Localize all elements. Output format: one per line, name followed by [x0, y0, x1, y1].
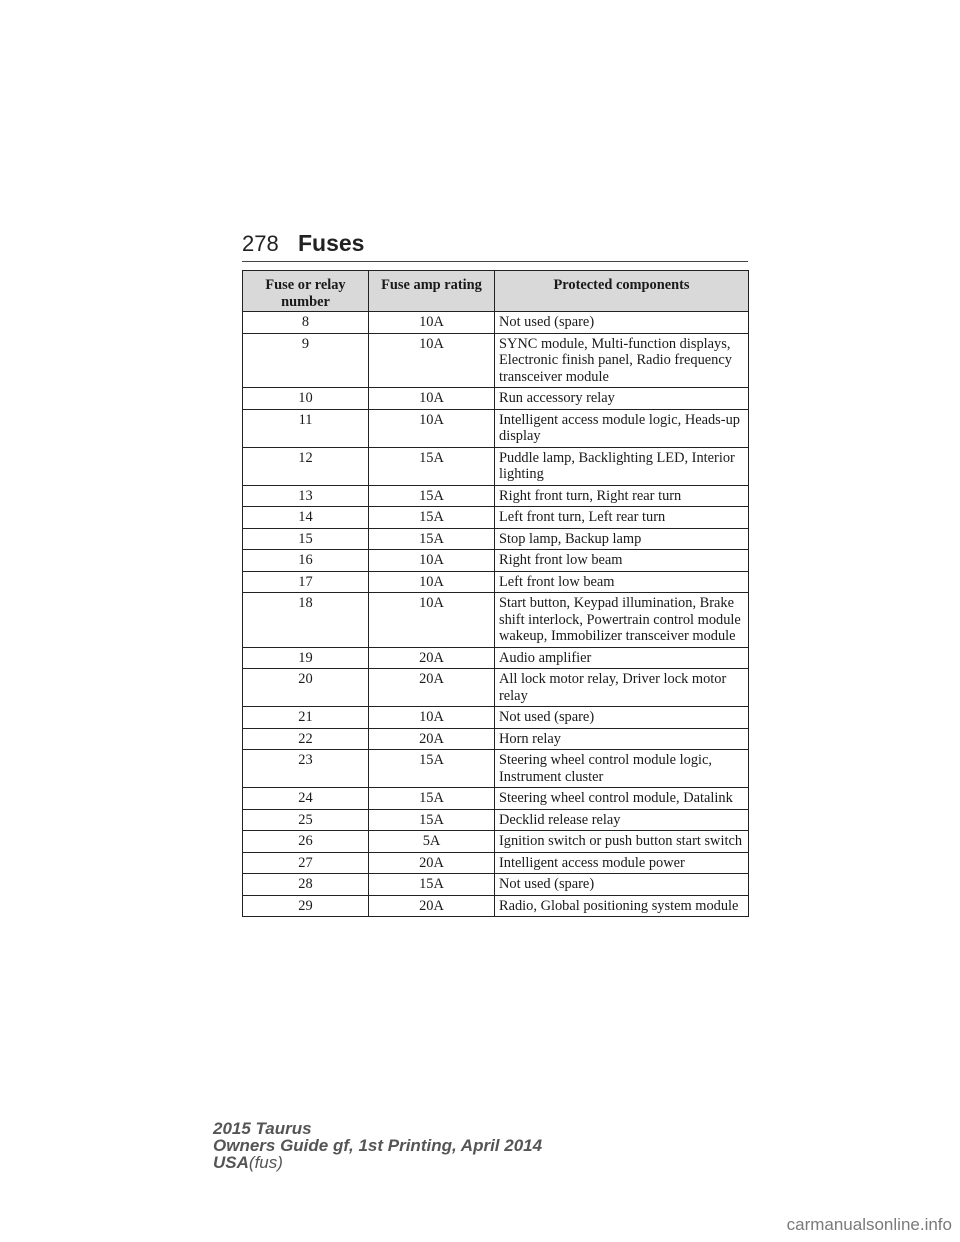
amp-rating-cell: 20A	[369, 728, 495, 750]
page-number: 278	[242, 231, 279, 256]
protected-components-cell: Left front low beam	[495, 571, 749, 593]
fuse-number-cell: 12	[243, 447, 369, 485]
table-row	[243, 571, 749, 593]
amp-rating-cell: 10A	[369, 593, 495, 648]
protected-components-cell: Audio amplifier	[495, 647, 749, 669]
protected-components-cell: Not used (spare)	[495, 707, 749, 729]
footer-region-main: USA	[213, 1153, 249, 1172]
amp-rating-cell: 10A	[369, 388, 495, 410]
fuse-number-cell: 13	[243, 485, 369, 507]
table-header-row	[243, 271, 749, 312]
table-row	[243, 647, 749, 669]
protected-components-cell: Start button, Keypad illumination, Brake shift interlock, Powertrain control module wakeup, Immobilizer transceiver module	[495, 593, 749, 648]
amp-rating-cell: 15A	[369, 788, 495, 810]
footer-model: 2015 Taurus	[213, 1119, 312, 1138]
protected-components-cell: Steering wheel control module logic, Instrument cluster	[495, 750, 749, 788]
amp-rating-cell: 10A	[369, 571, 495, 593]
fuse-number-cell: 11	[243, 409, 369, 447]
table-row	[243, 707, 749, 729]
fuse-number-cell: 9	[243, 333, 369, 388]
table-row	[243, 852, 749, 874]
table-row	[243, 550, 749, 572]
amp-rating-cell: 15A	[369, 528, 495, 550]
table-row	[243, 809, 749, 831]
protected-components-cell: Not used (spare)	[495, 312, 749, 334]
table-row	[243, 333, 749, 388]
table-row	[243, 728, 749, 750]
amp-rating-cell: 10A	[369, 312, 495, 334]
fuse-number-cell: 26	[243, 831, 369, 853]
fuse-number-cell: 27	[243, 852, 369, 874]
protected-components-cell: Ignition switch or push button start switch	[495, 831, 749, 853]
amp-rating-cell: 10A	[369, 707, 495, 729]
protected-components-cell: Stop lamp, Backup lamp	[495, 528, 749, 550]
protected-components-cell: Puddle lamp, Backlighting LED, Interior lighting	[495, 447, 749, 485]
fuse-table	[242, 270, 749, 917]
protected-components-cell: Horn relay	[495, 728, 749, 750]
footer-edition: Owners Guide gf, 1st Printing, April 2014	[213, 1136, 543, 1155]
fuse-number-cell: 22	[243, 728, 369, 750]
table-row	[243, 388, 749, 410]
amp-rating-cell: 15A	[369, 485, 495, 507]
table-row	[243, 788, 749, 810]
amp-rating-cell: 10A	[369, 409, 495, 447]
amp-rating-cell: 10A	[369, 550, 495, 572]
table-row	[243, 593, 749, 648]
fuse-number-cell: 21	[243, 707, 369, 729]
fuse-number-cell: 15	[243, 528, 369, 550]
amp-rating-cell: 10A	[369, 333, 495, 388]
fuse-number-cell: 10	[243, 388, 369, 410]
table-row	[243, 485, 749, 507]
column-header-amp-rating: Fuse amp rating	[369, 271, 495, 312]
table-row	[243, 874, 749, 896]
fuse-number-cell: 28	[243, 874, 369, 896]
fuse-number-cell: 20	[243, 669, 369, 707]
protected-components-cell: Right front turn, Right rear turn	[495, 485, 749, 507]
fuse-number-cell: 17	[243, 571, 369, 593]
table-row	[243, 447, 749, 485]
fuse-number-cell: 23	[243, 750, 369, 788]
header-rule	[242, 261, 748, 262]
table-row	[243, 831, 749, 853]
protected-components-cell: Intelligent access module logic, Heads-up display	[495, 409, 749, 447]
table-row	[243, 528, 749, 550]
amp-rating-cell: 15A	[369, 874, 495, 896]
fuse-number-cell: 8	[243, 312, 369, 334]
column-header-protected-components: Protected components	[495, 271, 749, 312]
protected-components-cell: All lock motor relay, Driver lock motor relay	[495, 669, 749, 707]
protected-components-cell: Left front turn, Left rear turn	[495, 507, 749, 529]
fuse-number-cell: 19	[243, 647, 369, 669]
fuse-number-cell: 16	[243, 550, 369, 572]
fuse-table-body	[243, 312, 749, 917]
table-row	[243, 507, 749, 529]
table-row	[243, 669, 749, 707]
document-footer	[213, 1120, 542, 1171]
protected-components-cell: Radio, Global positioning system module	[495, 895, 749, 917]
protected-components-cell: Right front low beam	[495, 550, 749, 572]
footer-region-sub: (fus)	[248, 1153, 283, 1172]
protected-components-cell: SYNC module, Multi-function displays, Electronic finish panel, Radio frequency transceiver module	[495, 333, 749, 388]
amp-rating-cell: 15A	[369, 507, 495, 529]
table-row	[243, 312, 749, 334]
footer-region	[213, 1154, 542, 1171]
amp-rating-cell: 15A	[369, 809, 495, 831]
amp-rating-cell: 20A	[369, 895, 495, 917]
table-row	[243, 409, 749, 447]
amp-rating-cell: 5A	[369, 831, 495, 853]
fuse-number-cell: 29	[243, 895, 369, 917]
protected-components-cell: Intelligent access module power	[495, 852, 749, 874]
amp-rating-cell: 15A	[369, 750, 495, 788]
table-row	[243, 895, 749, 917]
fuse-number-cell: 18	[243, 593, 369, 648]
protected-components-cell: Not used (spare)	[495, 874, 749, 896]
protected-components-cell: Steering wheel control module, Datalink	[495, 788, 749, 810]
protected-components-cell: Run accessory relay	[495, 388, 749, 410]
fuse-number-cell: 14	[243, 507, 369, 529]
amp-rating-cell: 20A	[369, 647, 495, 669]
amp-rating-cell: 20A	[369, 852, 495, 874]
column-header-fuse-number: Fuse or relay number	[243, 271, 369, 312]
amp-rating-cell: 15A	[369, 447, 495, 485]
section-title: Fuses	[298, 230, 365, 256]
fuse-number-cell: 24	[243, 788, 369, 810]
amp-rating-cell: 20A	[369, 669, 495, 707]
table-row	[243, 750, 749, 788]
protected-components-cell: Decklid release relay	[495, 809, 749, 831]
fuse-number-cell: 25	[243, 809, 369, 831]
watermark-link[interactable]: carmanualsonline.info	[786, 1215, 952, 1234]
